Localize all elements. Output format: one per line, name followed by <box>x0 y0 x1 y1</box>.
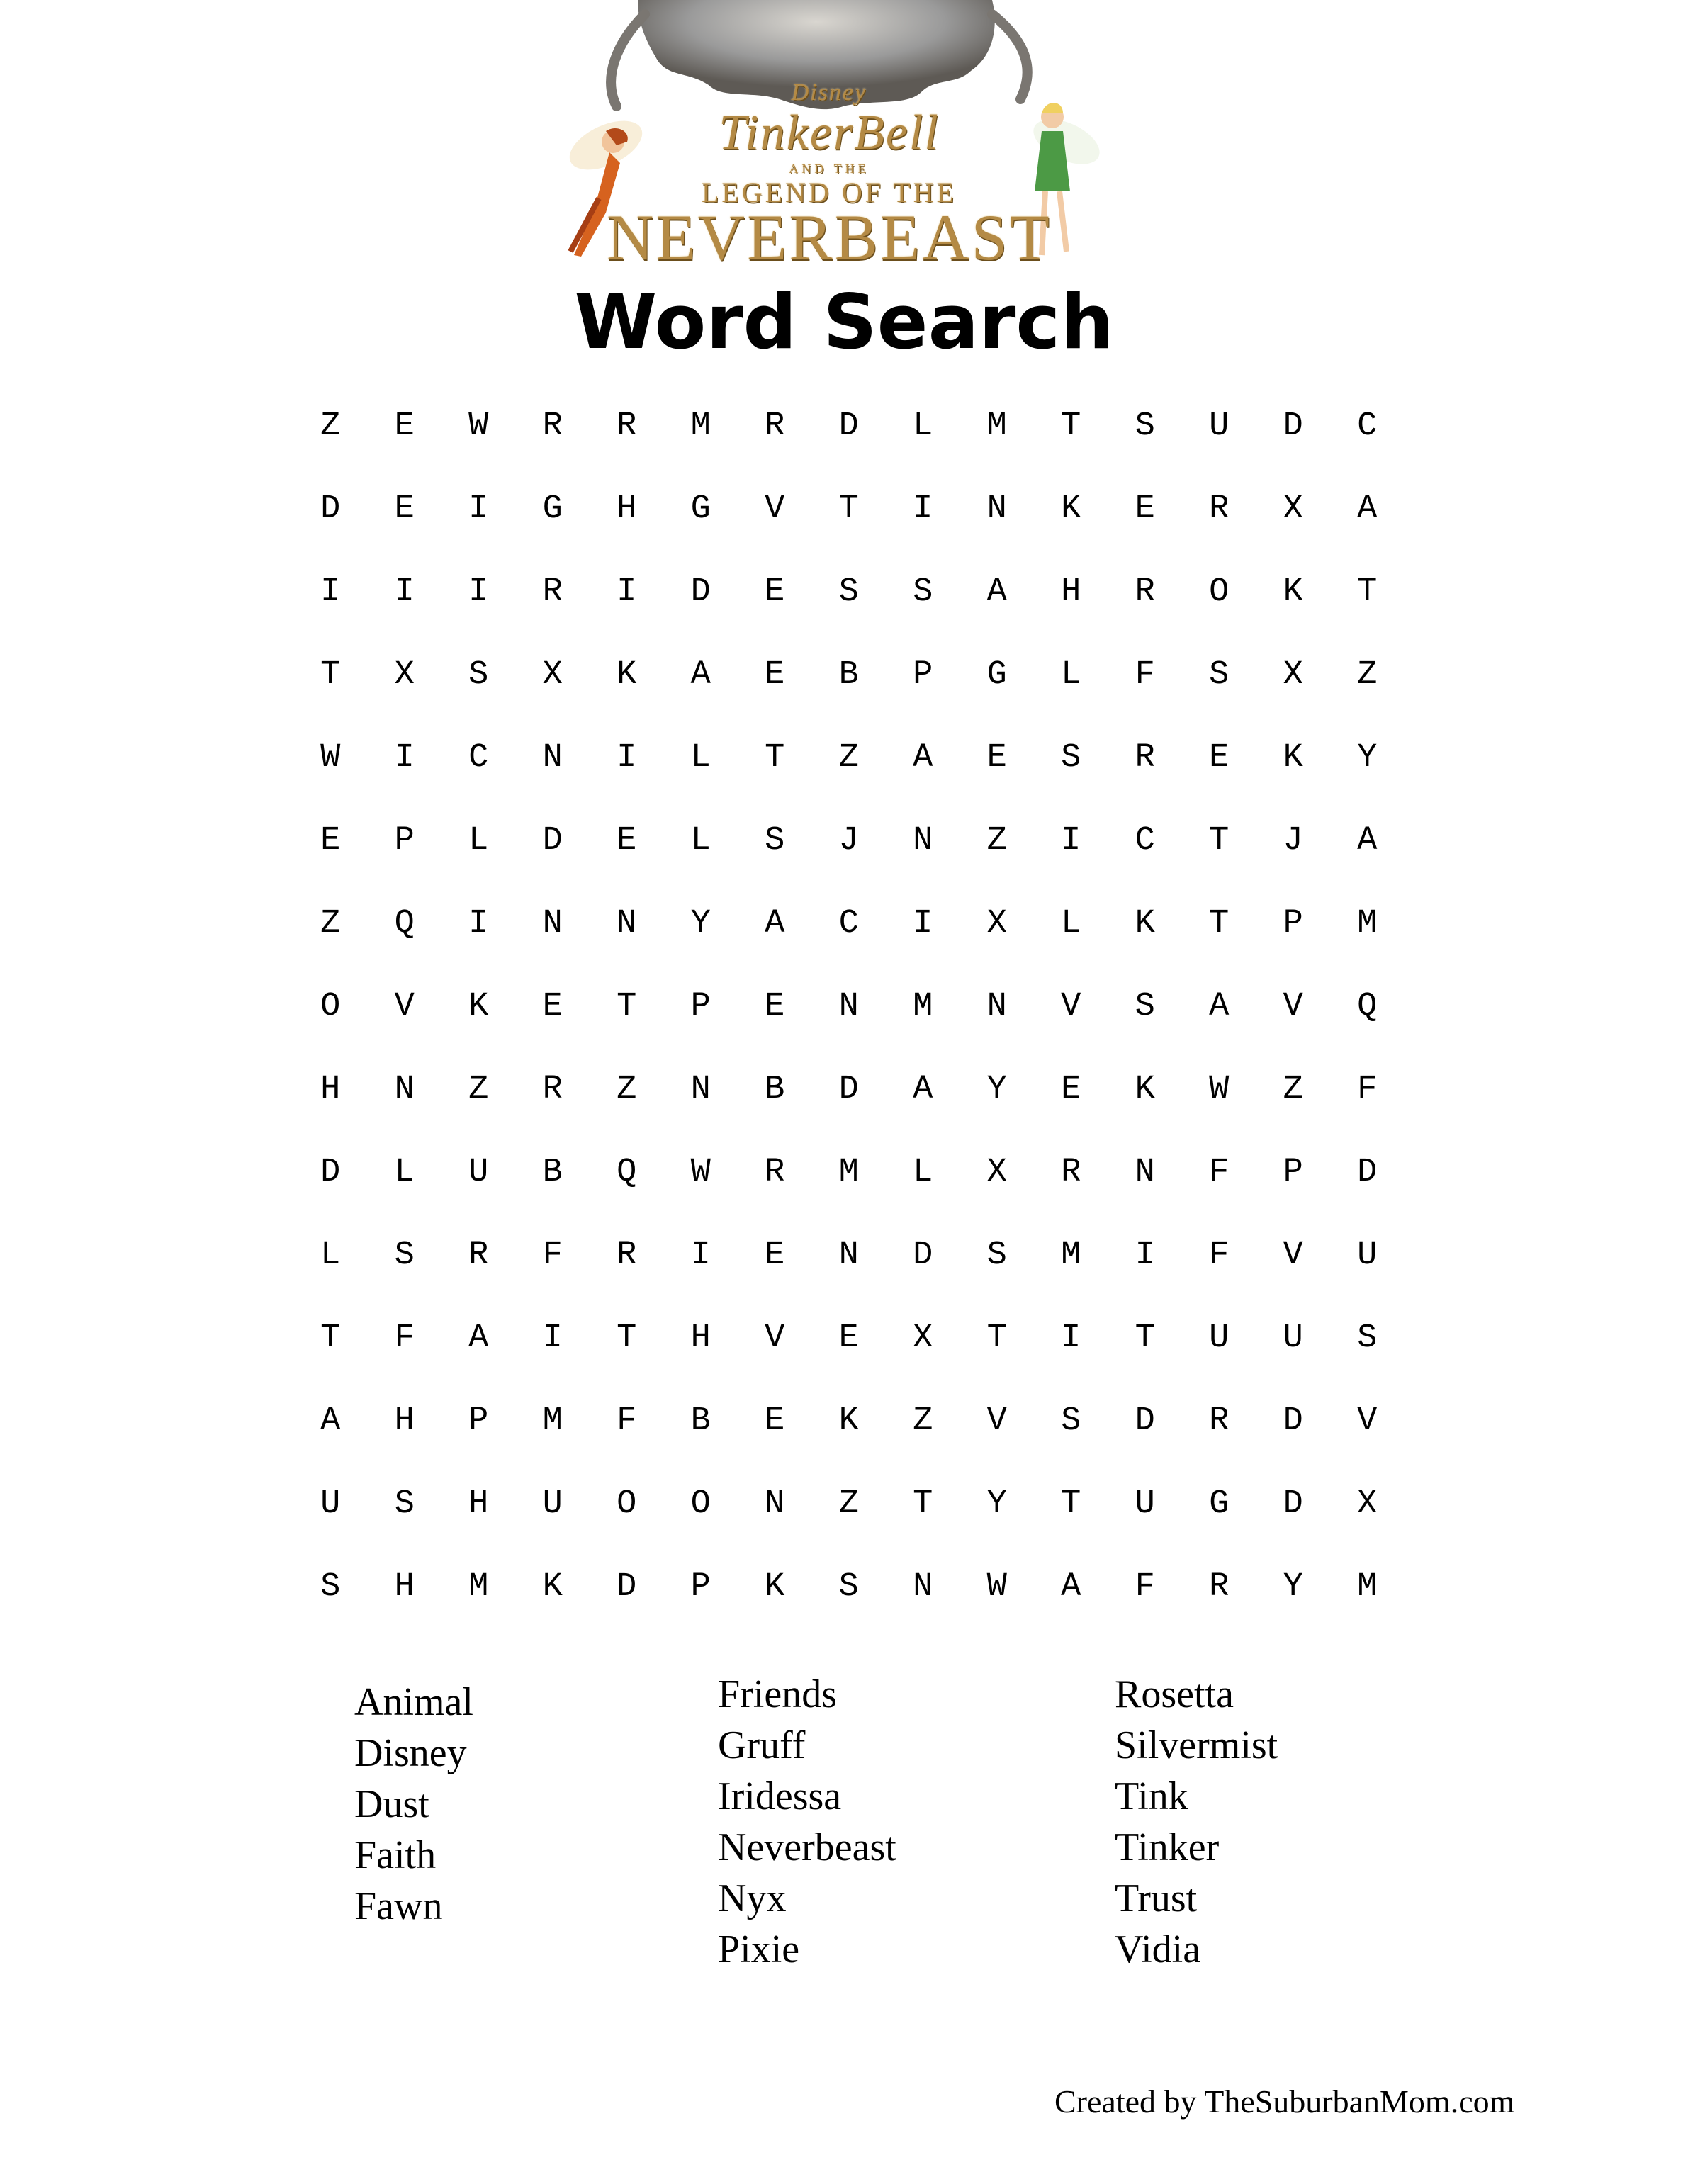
grid-letter: U <box>468 1154 489 1191</box>
grid-letter: Q <box>1357 988 1378 1025</box>
grid-letter: L <box>1061 905 1081 942</box>
grid-letter: N <box>542 739 563 777</box>
grid-letter: U <box>1209 1319 1230 1357</box>
grid-letter: A <box>1357 490 1378 528</box>
grid-letter: Z <box>986 822 1007 860</box>
grid-letter: I <box>468 490 489 528</box>
word-list-item: Disney <box>354 1731 467 1775</box>
grid-letter: K <box>1135 905 1155 942</box>
word-list-item: Vidia <box>1115 1927 1201 1971</box>
word-list-item: Faith <box>354 1833 437 1877</box>
grid-letter: A <box>1209 988 1230 1025</box>
grid-letter: U <box>1135 1485 1155 1523</box>
grid-letter: J <box>1283 822 1303 860</box>
grid-letter: L <box>913 407 933 445</box>
word-list-column-3 <box>1115 1669 1278 1975</box>
page-title: Word Search <box>574 278 1114 366</box>
grid-letter: M <box>913 988 933 1025</box>
grid-letter: G <box>1209 1485 1230 1523</box>
grid-letter: T <box>1135 1319 1155 1357</box>
grid-letter: G <box>542 490 563 528</box>
grid-letter: E <box>1135 490 1155 528</box>
grid-letter: Z <box>320 905 341 942</box>
grid-letter: T <box>986 1319 1007 1357</box>
grid-letter: U <box>1357 1237 1378 1274</box>
credit-line: Created by TheSuburbanMom.com <box>1054 2083 1515 2120</box>
grid-letter: X <box>1357 1485 1378 1523</box>
grid-letter: H <box>320 1071 341 1108</box>
grid-letter: U <box>1209 407 1230 445</box>
grid-letter: I <box>394 739 415 777</box>
grid-letter: X <box>1283 656 1303 694</box>
grid-letter: S <box>1061 739 1081 777</box>
word-list-item: Fawn <box>354 1884 443 1928</box>
grid-letter: M <box>1061 1237 1081 1274</box>
grid-letter: A <box>913 1071 933 1108</box>
grid-letter: D <box>838 1071 859 1108</box>
grid-letter: V <box>986 1402 1007 1440</box>
word-list-item: Neverbeast <box>718 1825 896 1869</box>
grid-letter: M <box>468 1568 489 1606</box>
grid-letter: E <box>617 822 637 860</box>
grid-letter: F <box>542 1237 563 1274</box>
grid-letter: S <box>913 573 933 611</box>
grid-letter: L <box>690 822 711 860</box>
grid-letter: S <box>1061 1402 1081 1440</box>
grid-letter: L <box>468 822 489 860</box>
grid-letter: V <box>1061 988 1081 1025</box>
grid-letter: I <box>617 573 637 611</box>
grid-letter: D <box>542 822 563 860</box>
grid-letter: B <box>690 1402 711 1440</box>
grid-letter: T <box>838 490 859 528</box>
grid-letter: G <box>690 490 711 528</box>
grid-letter: F <box>1135 656 1155 694</box>
grid-letter: W <box>320 739 341 777</box>
grid-letter: P <box>1283 905 1303 942</box>
word-list-item: Friends <box>718 1672 837 1716</box>
grid-letter: T <box>765 739 785 777</box>
grid-letter: C <box>838 905 859 942</box>
grid-letter: A <box>765 905 785 942</box>
grid-letter: Z <box>320 407 341 445</box>
grid-letter: D <box>1357 1154 1378 1191</box>
grid-letter: R <box>617 407 637 445</box>
grid-letter: Z <box>617 1071 637 1108</box>
grid-letter: O <box>320 988 341 1025</box>
grid-letter: W <box>986 1568 1007 1606</box>
grid-letter: N <box>1135 1154 1155 1191</box>
word-list-item: Dust <box>354 1782 429 1826</box>
grid-letter: D <box>690 573 711 611</box>
grid-letter: F <box>617 1402 637 1440</box>
grid-letter: K <box>1283 739 1303 777</box>
grid-letter: Z <box>838 739 859 777</box>
grid-letter: I <box>1061 822 1081 860</box>
grid-letter: R <box>765 407 785 445</box>
grid-letter: K <box>1135 1071 1155 1108</box>
grid-letter: O <box>1209 573 1230 611</box>
grid-letter: E <box>394 490 415 528</box>
grid-letter: S <box>1135 407 1155 445</box>
grid-letter: N <box>690 1071 711 1108</box>
grid-letter: M <box>986 407 1007 445</box>
grid-letter: V <box>394 988 415 1025</box>
grid-letter: K <box>1283 573 1303 611</box>
grid-letter: D <box>1283 1402 1303 1440</box>
grid-letter: C <box>468 739 489 777</box>
word-list-item: Tink <box>1115 1774 1188 1818</box>
grid-letter: R <box>1135 573 1155 611</box>
grid-letter: E <box>394 407 415 445</box>
grid-letter: V <box>765 1319 785 1357</box>
word-list-item: Animal <box>354 1680 473 1724</box>
word-list-item: Tinker <box>1115 1825 1220 1869</box>
grid-letter: A <box>1061 1568 1081 1606</box>
grid-letter: N <box>838 988 859 1025</box>
grid-letter: N <box>838 1237 859 1274</box>
word-list-item: Pixie <box>718 1927 800 1971</box>
grid-letter: N <box>394 1071 415 1108</box>
grid-letter: R <box>542 573 563 611</box>
grid-letter: W <box>468 407 489 445</box>
grid-letter: M <box>542 1402 563 1440</box>
grid-letter: T <box>1061 407 1081 445</box>
grid-letter: S <box>838 573 859 611</box>
grid-letter: I <box>468 573 489 611</box>
grid-letter: D <box>1283 407 1303 445</box>
grid-letter: E <box>765 656 785 694</box>
grid-letter: H <box>394 1568 415 1606</box>
grid-letter: U <box>542 1485 563 1523</box>
grid-letter: V <box>1283 1237 1303 1274</box>
grid-letter: A <box>986 573 1007 611</box>
grid-letter: R <box>617 1237 637 1274</box>
grid-letter: Y <box>1357 739 1378 777</box>
grid-letter: I <box>320 573 341 611</box>
grid-letter: J <box>838 822 859 860</box>
grid-letter: I <box>913 905 933 942</box>
logo-and-text: AND THE <box>789 162 870 176</box>
grid-letter: W <box>690 1154 711 1191</box>
grid-letter: N <box>913 822 933 860</box>
grid-letter: I <box>1061 1319 1081 1357</box>
grid-letter: X <box>394 656 415 694</box>
grid-letter: D <box>913 1237 933 1274</box>
movie-logo-banner <box>539 0 1120 283</box>
grid-letter: K <box>617 656 637 694</box>
grid-letter: T <box>320 656 341 694</box>
grid-letter: D <box>1283 1485 1303 1523</box>
word-list-item: Gruff <box>718 1723 806 1767</box>
grid-letter: P <box>468 1402 489 1440</box>
grid-letter: R <box>1061 1154 1081 1191</box>
grid-letter: R <box>765 1154 785 1191</box>
grid-letter: I <box>690 1237 711 1274</box>
grid-letter: E <box>1209 739 1230 777</box>
grid-letter: T <box>1209 905 1230 942</box>
grid-letter: S <box>1135 988 1155 1025</box>
logo-neverbeast-text: NEVERBEAST <box>607 201 1052 274</box>
grid-letter: E <box>320 822 341 860</box>
grid-letter: C <box>1135 822 1155 860</box>
grid-letter: U <box>320 1485 341 1523</box>
grid-letter: I <box>542 1319 563 1357</box>
grid-letter: L <box>320 1237 341 1274</box>
grid-letter: X <box>1283 490 1303 528</box>
grid-letter: T <box>617 988 637 1025</box>
grid-letter: N <box>986 490 1007 528</box>
grid-letter: M <box>838 1154 859 1191</box>
grid-letter: Q <box>617 1154 637 1191</box>
logo-title-text: TinkerBell <box>719 106 940 160</box>
grid-letter: K <box>1061 490 1081 528</box>
grid-letter: V <box>1283 988 1303 1025</box>
grid-letter: A <box>1357 822 1378 860</box>
grid-letter: T <box>617 1319 637 1357</box>
grid-letter: D <box>838 407 859 445</box>
grid-letter: K <box>468 988 489 1025</box>
grid-letter: N <box>542 905 563 942</box>
grid-letter: A <box>690 656 711 694</box>
grid-letter: I <box>394 573 415 611</box>
grid-letter: X <box>542 656 563 694</box>
grid-letter: T <box>320 1319 341 1357</box>
grid-letter: N <box>765 1485 785 1523</box>
grid-letter: E <box>542 988 563 1025</box>
grid-letter: I <box>617 739 637 777</box>
grid-letter: S <box>468 656 489 694</box>
grid-letter: H <box>617 490 637 528</box>
grid-letter: V <box>1357 1402 1378 1440</box>
grid-letter: Y <box>986 1071 1007 1108</box>
grid-letter: T <box>1357 573 1378 611</box>
grid-letter: R <box>1135 739 1155 777</box>
grid-letter: I <box>1135 1237 1155 1274</box>
grid-letter: U <box>1283 1319 1303 1357</box>
grid-letter: D <box>617 1568 637 1606</box>
grid-letter: Q <box>394 905 415 942</box>
grid-letter: T <box>1061 1485 1081 1523</box>
grid-letter: S <box>838 1568 859 1606</box>
grid-letter: C <box>1357 407 1378 445</box>
grid-letter: D <box>1135 1402 1155 1440</box>
word-list-item: Trust <box>1115 1876 1198 1920</box>
grid-letter: A <box>468 1319 489 1357</box>
grid-letter: R <box>1209 1402 1230 1440</box>
grid-letter: B <box>542 1154 563 1191</box>
word-list-item: Nyx <box>718 1876 787 1920</box>
grid-letter: E <box>986 739 1007 777</box>
word-list-item: Rosetta <box>1115 1672 1234 1716</box>
grid-letter: E <box>765 573 785 611</box>
grid-letter: S <box>765 822 785 860</box>
grid-letter: E <box>765 988 785 1025</box>
grid-letter: O <box>617 1485 637 1523</box>
grid-letter: X <box>986 905 1007 942</box>
grid-letter: E <box>838 1319 859 1357</box>
grid-letter: Y <box>1283 1568 1303 1606</box>
grid-letter: K <box>838 1402 859 1440</box>
grid-letter: E <box>1061 1071 1081 1108</box>
grid-letter: R <box>542 407 563 445</box>
grid-letter: P <box>690 1568 711 1606</box>
grid-letter: V <box>765 490 785 528</box>
grid-letter: I <box>913 490 933 528</box>
grid-letter: L <box>913 1154 933 1191</box>
grid-letter: L <box>1061 656 1081 694</box>
word-list-column-2 <box>718 1669 896 1975</box>
grid-letter: G <box>986 656 1007 694</box>
logo-legend-text: LEGEND OF THE <box>701 176 957 208</box>
grid-letter: M <box>1357 905 1378 942</box>
grid-letter: R <box>1209 1568 1230 1606</box>
grid-letter: N <box>986 988 1007 1025</box>
word-search-grid <box>293 404 1399 1648</box>
grid-letter: Z <box>913 1402 933 1440</box>
grid-letter: S <box>1357 1319 1378 1357</box>
grid-letter: E <box>765 1237 785 1274</box>
grid-letter: L <box>690 739 711 777</box>
grid-letter: D <box>320 1154 341 1191</box>
word-list-column-1 <box>354 1677 473 1932</box>
grid-letter: P <box>913 656 933 694</box>
grid-letter: F <box>1209 1237 1230 1274</box>
grid-letter: L <box>394 1154 415 1191</box>
grid-letter: Y <box>986 1485 1007 1523</box>
grid-letter: Z <box>468 1071 489 1108</box>
grid-letter: R <box>1209 490 1230 528</box>
logo-brand-text: Disney <box>791 79 867 106</box>
grid-letter: N <box>617 905 637 942</box>
grid-letter: S <box>320 1568 341 1606</box>
grid-letter: S <box>1209 656 1230 694</box>
grid-letter: A <box>913 739 933 777</box>
grid-letter: F <box>1135 1568 1155 1606</box>
grid-letter: P <box>394 822 415 860</box>
word-list-item: Silvermist <box>1115 1723 1278 1767</box>
grid-letter: H <box>690 1319 711 1357</box>
grid-letter: P <box>1283 1154 1303 1191</box>
grid-letter: Z <box>838 1485 859 1523</box>
grid-letter: F <box>394 1319 415 1357</box>
grid-letter: N <box>913 1568 933 1606</box>
grid-letter: T <box>913 1485 933 1523</box>
grid-letter: D <box>320 490 341 528</box>
grid-letter: P <box>690 988 711 1025</box>
grid-letter: H <box>468 1485 489 1523</box>
grid-letter: R <box>542 1071 563 1108</box>
grid-letter: K <box>542 1568 563 1606</box>
grid-letter: X <box>986 1154 1007 1191</box>
word-list-item: Iridessa <box>718 1774 842 1818</box>
grid-letter: K <box>765 1568 785 1606</box>
grid-letter: S <box>394 1237 415 1274</box>
grid-letter: Z <box>1283 1071 1303 1108</box>
grid-letter: A <box>320 1402 341 1440</box>
grid-letter: Z <box>1357 656 1378 694</box>
grid-letter: F <box>1357 1071 1378 1108</box>
grid-letter: E <box>765 1402 785 1440</box>
grid-letter: M <box>690 407 711 445</box>
grid-letter: Y <box>690 905 711 942</box>
grid-letter: I <box>468 905 489 942</box>
grid-letter: H <box>394 1402 415 1440</box>
grid-letter: S <box>394 1485 415 1523</box>
grid-letter: H <box>1061 573 1081 611</box>
grid-letter: F <box>1209 1154 1230 1191</box>
grid-letter: T <box>1209 822 1230 860</box>
grid-letter: B <box>765 1071 785 1108</box>
grid-letter: R <box>468 1237 489 1274</box>
grid-letter: S <box>986 1237 1007 1274</box>
grid-letter: W <box>1209 1071 1230 1108</box>
grid-letter: M <box>1357 1568 1378 1606</box>
grid-letter: B <box>838 656 859 694</box>
grid-letter: X <box>913 1319 933 1357</box>
grid-letter: O <box>690 1485 711 1523</box>
